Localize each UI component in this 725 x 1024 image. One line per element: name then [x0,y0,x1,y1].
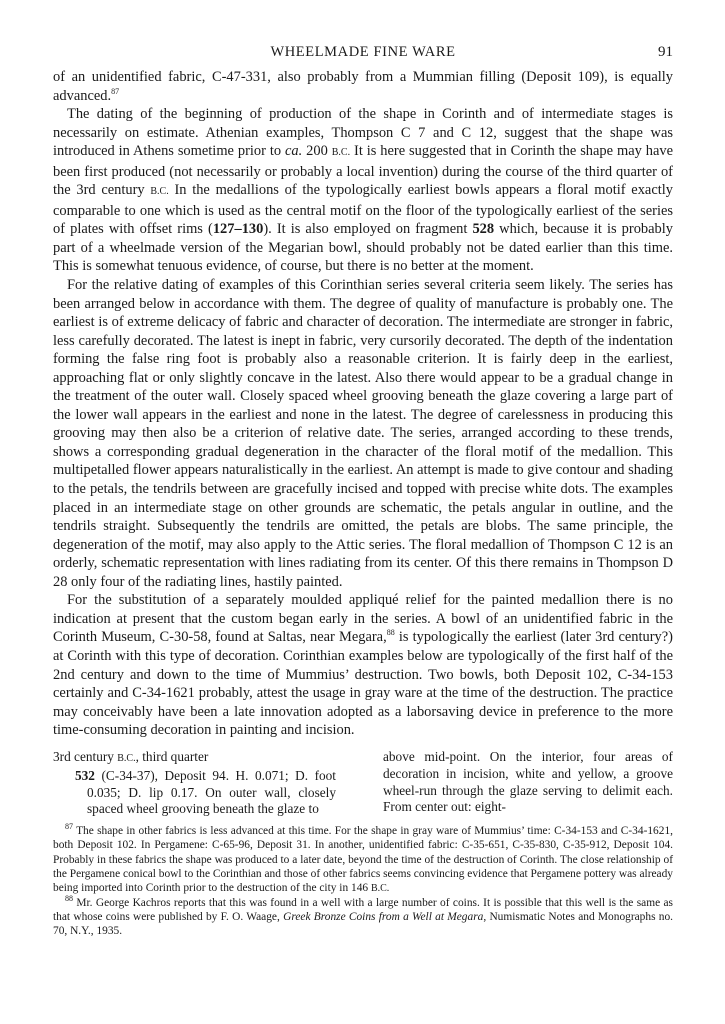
main-text [53,68,673,740]
running-title: WHEELMADE FINE WARE [270,44,456,60]
footnote-88: $^{88}$ Mr. George Kachros reports that this was found in a well with a large number of coins. It is possible that this well is the same as that whose coins were published by F. O. Waage, Greek Bronze Coins from a Well at Megara, Numismatic Notes and Monographs no. 70, N.Y., 1935. [53,894,674,938]
paragraph-continued: of an unidentified fabric, C-47-331, also probably from a Mummian filling (Deposit 109), is equally advanced.$^{87}$ [53,69,673,104]
footnote-ref-88[interactable]: 88 [386,628,395,638]
footnote-ref-87[interactable]: 87 [111,86,120,96]
footnote-87: $^{87}$ The shape in other fabrics is less advanced at this time. For the shape in gray ware of Mummius’ time: C-34-153 and C-34-1621, both Deposit 102. In Pergamene: C-65-96, Deposit 31. In another, unidentified fabric: C-35-651, C-35-830, C-35-912, Deposit 104. Probably in these fabrics the shape was produced to a later date, beyond the time of the destruction of Corinth. The close relationship of the Pergamene conical bowl to the Corinthian and those of other fabrics seems convincing evidence that Pergamene pottery was already being imported into Corinth prior to the destruction of the city in 146 B.C. [53,822,673,894]
catalogue-right-column: above mid-point. On the interior, four areas of decoration in incision, white and yellow, a groove wheel-run through the glaze serving to delimit each. From center out: eight- [383,748,673,815]
catalogue-left-column [53,749,336,819]
small-caps-bc: B.C. [150,186,169,198]
paragraph-dating: The dating of the beginning of production of the shape in Corinth and of intermediate stages is necessarily on estimate. Athenian examples, Thompson C 7 and C 12, suggest that the shape was introduced in Athens sometime prior to ca. 200 B.C. It is here suggested that in Corinth the shape may have been first produced (not necessarily or probably a local invention) during the course of the third quarter of the 3rd century B.C. In the medallions of the typologically earliest bowls appears a floral motif exactly comparable to one which is used as the central motif on the floor of the typologically earliest of the series of plates with offset rims (127–130). It is also employed on fragment 528 which, because it is probably part of a wheelmade version of the Megarian bowl, should probably not be dated earlier than this time. This is somewhat tenuous evidence, of course, but there is no better at the moment. [53,106,673,275]
catalogue-section [53,749,673,819]
small-caps-bc: B.C. [331,147,351,159]
page [53,44,673,939]
running-header [53,44,673,68]
footnotes [53,824,673,938]
catalogue-ref-fragment: 528 [472,221,495,238]
paragraph-relative-dating: For the relative dating of examples of this Corinthian series several criteria seem likely. The series has been arranged below in accordance with them. The degree of quality of manufacture is probably one. The earliest is of extreme delicacy of fabric and character of decoration. The intermediate are stronger in fabric, less carefully decorated. The latest is inept in fabric, very cursorily decorated. The depth of the indentation forming the false ring foot is probably also a reasonable criterion. It is fairly deep in the earliest, approaching flat or only slightly concave in the latest. Also there would appear to be a gradual change in the treatment of the outer wall. Closely spaced wheel grooving beneath the glaze covering a large part of the lower wall appears in the earliest and none in the latest. The degree of carelessness in producing this grooving may then also be a criterion of relative date. The series, arranged according to these trends, shows a corresponding gradual degeneration in the character of the floral motif of the medallion. This multipetalled flower appears naturalistically in the earliest. An attempt is made to give contour and shading to the petals, the tendrils between are gracefully incised and topped with precise white dots. The examples placed in an intermediate stage on other grounds are schematic, the petals angular in outline, and the tendrils straight. Subsequently the tendrils are omitted, the petals are blobs. The same principle, the degeneration of the motif, may also apply to the Attic series. The floral medallion of Thompson C 12 is an orderly, schematic representation with lines radiating from its center. Of this there remains in Thompson D 28 only four of the radiating lines, hastily painted. [53,277,673,590]
italic-ca: ca. [285,143,303,160]
paragraph-applique: For the substitution of a separately moulded appliqué relief for the painted medallion there is no indication at present that the custom began early in the series. A bowl of an unidentified fabric in the Corinth Museum, C-30-58, found at Saltas, near Megara,$^{88}$ is typologically the earliest (later 3rd century?) at Corinth with this type of decoration. Corinthian examples below are typologically of the first half of the 2nd century and down to the time of Mummius’ destruction. Two bowls, both Deposit 102, C-34-153 certainly and C-34-1621 probably, attest the usage in gray ware at the time of the destruction. The practice may conceivably have been a late innovation adopted as a laborsaving device in preference to the more time-consuming decoration in painting and incision. [53,592,673,739]
catalogue-entry: 532 (C-34-37), Deposit 94. H. 0.071; D. foot 0.035; D. lip 0.17. On outer wall, closely spaced wheel grooving beneath the glaze to [75,767,336,817]
catalogue-number: 532 [75,767,95,783]
catalogue-heading: 3rd century B.C., third quarter [53,748,209,764]
book-title: Greek Bronze Coins from a Well at Megara [283,911,484,924]
page-number: 91 [658,44,673,60]
catalogue-ref-plates: 127–130 [212,221,264,238]
